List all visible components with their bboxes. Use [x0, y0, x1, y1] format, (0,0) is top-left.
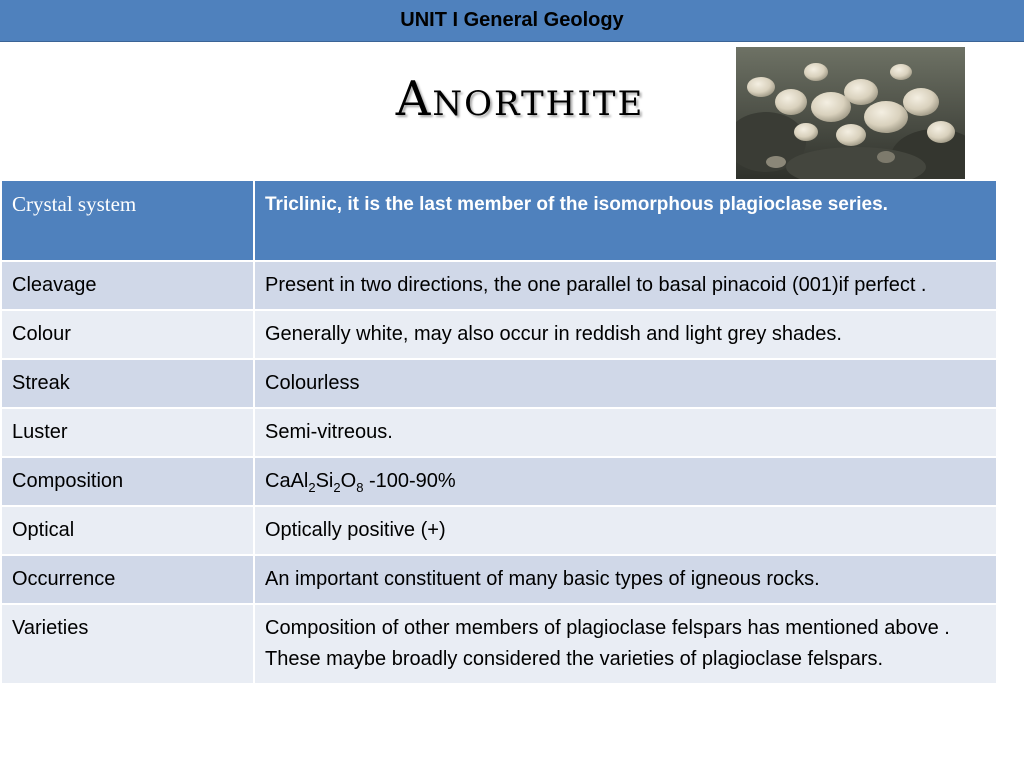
- row-value: Colourless: [254, 359, 997, 408]
- table-row: [1, 261, 997, 310]
- formula-si: Si: [315, 470, 334, 492]
- unit-title: UNIT I General Geology: [400, 9, 624, 31]
- table-row: [1, 555, 997, 604]
- table-row: [1, 359, 997, 408]
- crystal-system-value: Triclinic, it is the last member of the isomorphous plagioclase series.: [254, 180, 997, 261]
- table-row: [1, 506, 997, 555]
- formula-percent: -100-90%: [363, 470, 456, 492]
- formula-o: O: [340, 470, 357, 492]
- row-label: Composition: [1, 457, 254, 506]
- row-value: Generally white, may also occur in reddish and light grey shades.: [254, 310, 997, 359]
- table-row: [1, 457, 997, 506]
- row-label: Varieties: [1, 604, 254, 684]
- composition-formula: [254, 457, 997, 506]
- formula-sub-al: 2: [308, 480, 316, 495]
- anorthite-photo-illustration: [736, 47, 965, 179]
- unit-header-bar: [0, 0, 1024, 42]
- row-label: Occurrence: [1, 555, 254, 604]
- formula-caal: CaAl: [265, 470, 309, 492]
- row-value: Composition of other members of plagioclase felspars has mentioned above . These maybe broadly considered the varieties of plagioclase felspars.: [254, 604, 997, 684]
- table-header-row: [1, 180, 997, 261]
- row-value: Present in two directions, the one parallel to basal pinacoid (001)if perfect .: [254, 261, 997, 310]
- formula-sub-si: 2: [333, 480, 341, 495]
- row-value: Semi-vitreous.: [254, 408, 997, 457]
- row-label: Optical: [1, 506, 254, 555]
- row-label: Colour: [1, 310, 254, 359]
- crystal-system-label: Crystal system: [1, 180, 254, 261]
- formula-sub-o: 8: [356, 480, 364, 495]
- properties-table: [0, 179, 998, 685]
- row-label: Luster: [1, 408, 254, 457]
- row-value: An important constituent of many basic types of igneous rocks.: [254, 555, 997, 604]
- table-row: [1, 408, 997, 457]
- table-row: [1, 310, 997, 359]
- slide-title: Anorthite: [395, 71, 645, 127]
- row-label: Cleavage: [1, 261, 254, 310]
- row-label: Streak: [1, 359, 254, 408]
- mineral-photo: [736, 47, 965, 179]
- row-value: Optically positive (+): [254, 506, 997, 555]
- table-row: [1, 604, 997, 684]
